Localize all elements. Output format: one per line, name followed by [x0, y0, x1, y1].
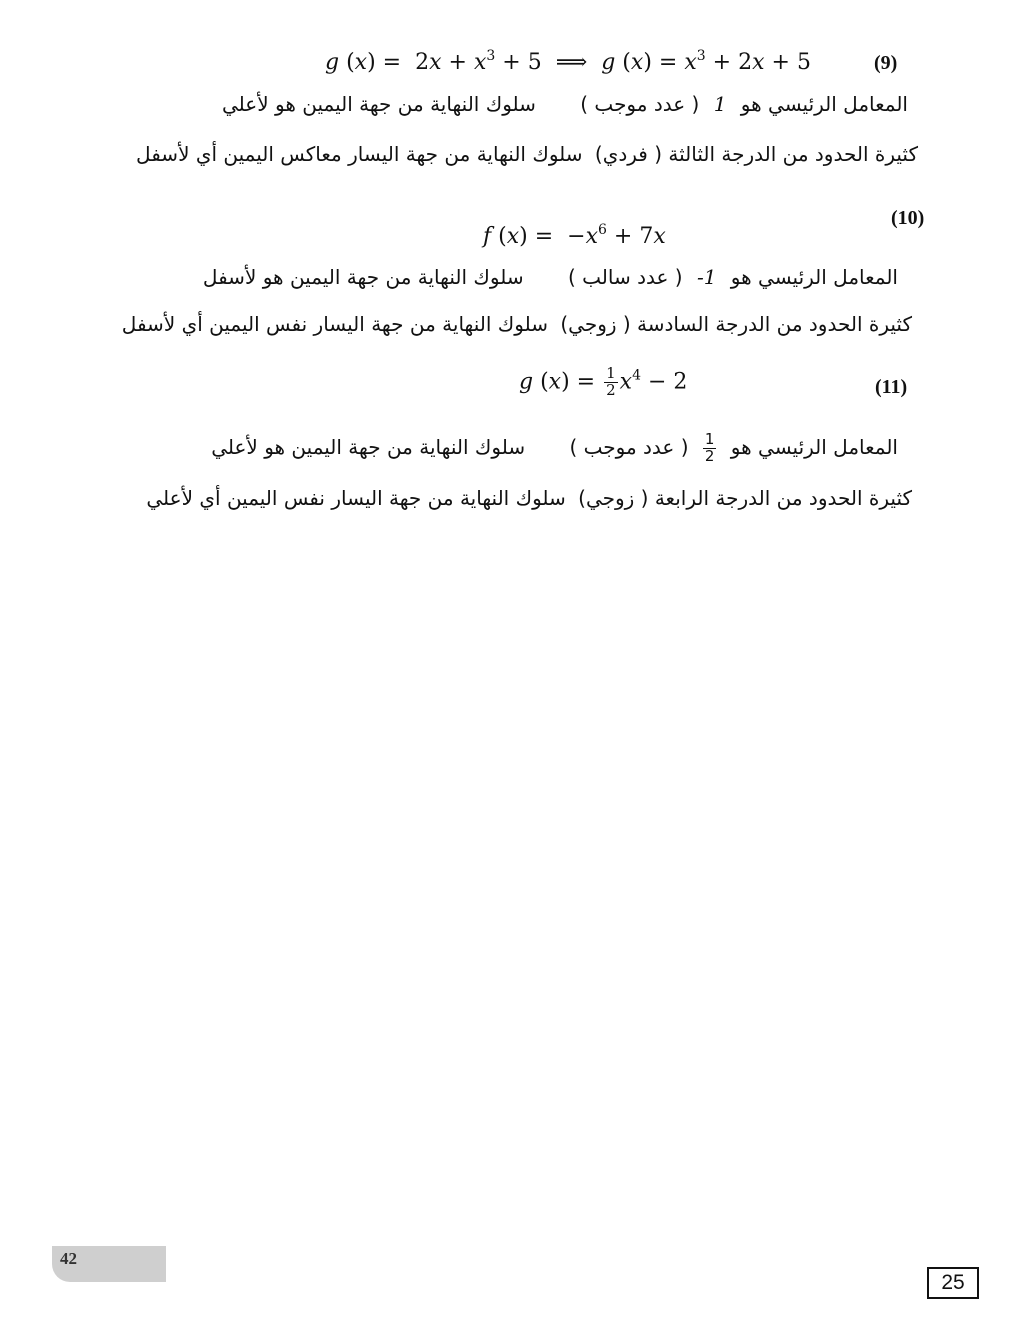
problem-number-11: (11)	[875, 376, 908, 398]
p9-coef-value: 1	[713, 92, 727, 116]
problem-number-9: (9)	[874, 52, 898, 74]
p9-coef-label: المعامل الرئيسي هو	[740, 92, 908, 116]
p10-end-right: سلوك النهاية من جهة اليمين هو لأسفل	[202, 265, 524, 289]
problem-number-10: (10)	[891, 207, 925, 229]
p11-line2	[112, 486, 912, 510]
p10-coef-value: -1	[696, 265, 717, 289]
book-page-number: 42	[60, 1249, 77, 1268]
book-page-tab	[52, 1246, 166, 1282]
p9-coef-sign: ( عدد موجب )	[580, 92, 700, 116]
p11-coef-label: المعامل الرئيسي هو	[730, 434, 898, 459]
fraction-one-half: $\frac{1}{2}$	[606, 364, 616, 399]
p9-line1	[208, 92, 908, 116]
p10-degree: كثيرة الحدود من الدرجة السادسة ( زوجي)	[560, 312, 912, 336]
p11-end-left: سلوك النهاية من جهة اليسار نفس اليمين أي لأعلي	[146, 486, 566, 510]
p9-end-left: سلوك النهاية من جهة اليسار معاكس اليمين أي لأسفل	[136, 142, 583, 166]
equation-9: g $(x) = 2x + x^3 + 5$ ⟹ g $(x) = x^3 + 2x + 5$	[325, 48, 811, 75]
p10-end-left: سلوك النهاية من جهة اليسار نفس اليمين أي لأسفل	[121, 312, 548, 336]
equation-10: f $(x) = -x^6 + 7x$	[483, 222, 666, 249]
p10-coef-label: المعامل الرئيسي هو	[730, 265, 898, 289]
p10-coef-sign: ( عدد سالب )	[567, 265, 683, 289]
p11-degree: كثيرة الحدود من الدرجة الرابعة ( زوجي)	[578, 486, 912, 510]
page-number-box: 25	[927, 1267, 979, 1299]
p10-line1	[198, 265, 898, 289]
equation-11: g (x) = $\frac{1}{2}$ $x^4 - 2$	[519, 364, 688, 399]
p10-line2	[112, 312, 912, 336]
p9-line2	[118, 142, 918, 166]
p11-coef-fraction: $\frac{1}{2}$	[704, 430, 715, 465]
p9-end-right: سلوك النهاية من جهة اليمين هو لأعلي	[222, 92, 536, 116]
p11-line1	[198, 432, 898, 465]
p11-coef-sign: ( عدد موجب )	[569, 434, 689, 459]
p9-degree: كثيرة الحدود من الدرجة الثالثة ( فردي)	[594, 142, 918, 166]
p11-end-right: سلوك النهاية من جهة اليمين هو لأعلي	[211, 434, 526, 459]
